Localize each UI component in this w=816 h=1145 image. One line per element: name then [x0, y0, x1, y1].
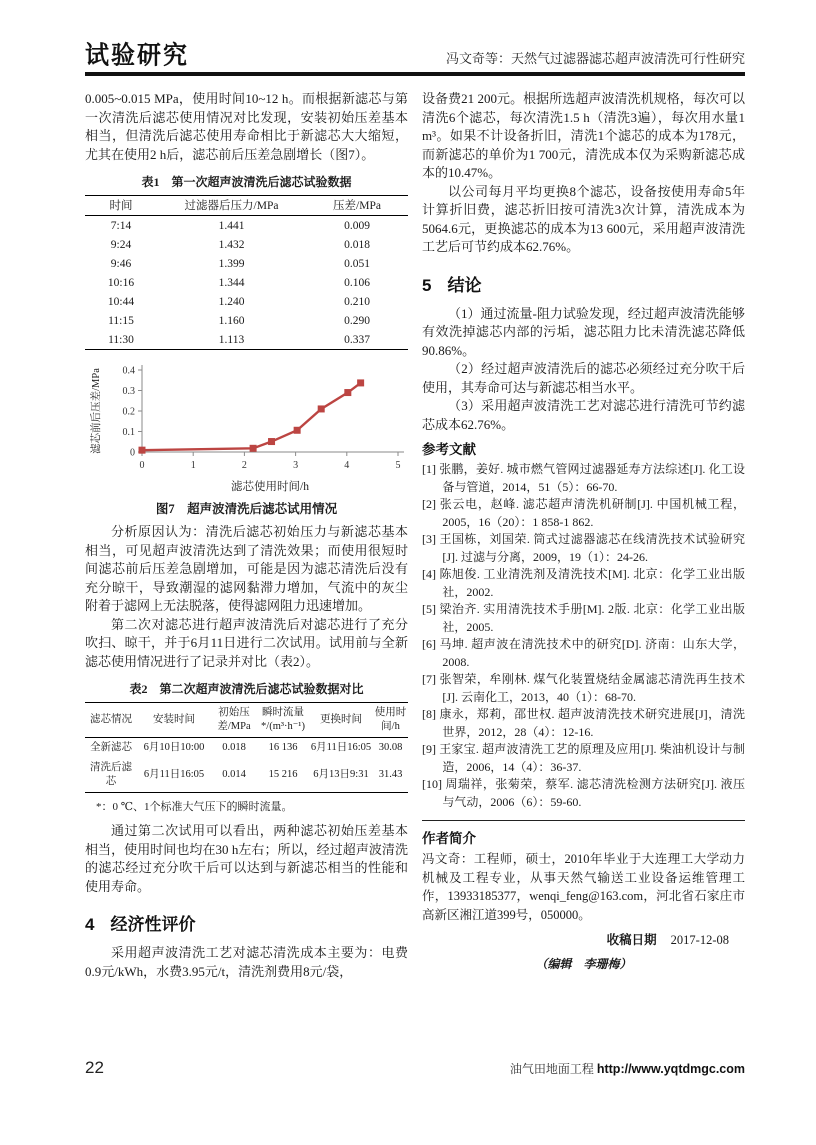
- cell: 9:24: [110, 238, 132, 251]
- cell: 0.210: [344, 295, 370, 308]
- table2-caption: 表2 第二次超声波清洗后滤芯试验数据对比: [129, 682, 364, 696]
- svg-text:1: 1: [190, 460, 196, 471]
- header-rule: [85, 72, 745, 76]
- table2-header-row: [85, 703, 408, 738]
- section-number: 5: [422, 275, 432, 295]
- figure7-caption: 图7 超声波清洗后滤芯试用情况: [155, 502, 338, 516]
- table1-col-diff: 压差/MPa: [333, 199, 381, 212]
- received-date: 2017-12-08: [670, 933, 729, 947]
- reference-item: [9] 王家宝. 超声波清洗工艺的原理及应用[J]. 柴油机设计与制造，2006，14（4）：36-37.: [422, 742, 745, 774]
- svg-text:0.2: 0.2: [122, 406, 135, 418]
- author-bio: 冯文奇：工程师，硕士，2010年毕业于大连理工大学动力机械及工程专业，从事天然气输送工业设备运维管理工作，13933185377，wenqi_feng@163.com，河北省石家庄市高新区湘江道399号，050000。: [422, 852, 745, 922]
- cell: 1.441: [218, 219, 245, 232]
- cell: 31.43: [378, 769, 403, 780]
- conclusion-item-2: （2）经过超声波清洗后的滤芯必须经过充分吹干后使用，其寿命可达与新滤芯相当水平。: [422, 361, 745, 395]
- left-column: [85, 90, 408, 981]
- table-row: [85, 292, 408, 311]
- svg-text:滤芯前后压差/MPa: 滤芯前后压差/MPa: [90, 368, 102, 454]
- page-number: 22: [85, 1058, 104, 1077]
- paragraph-second-trial: 第二次对滤芯进行超声波清洗后对滤芯进行了充分吹扫、晾干，并于6月11日进行二次试用。试用前与全新滤芯使用情况进行了记录并对比（表2）。: [85, 616, 408, 669]
- cell: 11:30: [108, 333, 134, 346]
- table2-col-replace: 更换时间: [320, 714, 362, 725]
- table-row: [85, 758, 408, 793]
- table2-col-usetime: 使用时间/h: [374, 707, 407, 732]
- page-header: [85, 34, 745, 70]
- reference-item: [4] 陈旭俊. 工业清洗剂及清洗技术[M]. 北京：化学工业出版社，2002.: [422, 567, 745, 599]
- svg-text:2: 2: [241, 460, 247, 471]
- table-row: [85, 330, 408, 350]
- journal-footer: [510, 1060, 745, 1077]
- conclusion-item-3: （3）采用超声波清洗工艺对滤芯进行清洗可节约滤芯成本62.76%。: [422, 398, 745, 432]
- cell: 0.051: [344, 257, 370, 270]
- two-column-body: [85, 90, 745, 981]
- table1-col-pressure: 过滤器后压力/MPa: [184, 199, 279, 212]
- cell: 清洗后滤芯: [90, 762, 132, 787]
- cell: 1.113: [218, 333, 245, 346]
- paragraph-analysis: 分析原因认为：清洗后滤芯初始压力与新滤芯基本相当，可见超声波清洗达到了清洗效果；而使用很短时间滤芯前后压差急剧增加，可能是因为滤芯清洗后没有充分晾干，导致潮湿的滤网黏滞力增加，气流中的灰尘附着于滤网上无法脱落，使得滤网阻力迅速增加。: [85, 524, 408, 613]
- table2-col-filter: 滤芯情况: [90, 714, 132, 725]
- cell: 15 216: [268, 769, 298, 780]
- page-footer: [85, 1058, 745, 1078]
- cell: 0.009: [344, 219, 370, 232]
- table2-col-install: 安装时间: [153, 714, 195, 725]
- table1: [85, 195, 408, 350]
- figure7: [85, 360, 408, 497]
- cell: 7:14: [110, 219, 132, 232]
- cell: 11:15: [108, 314, 134, 327]
- svg-text:0.4: 0.4: [122, 365, 135, 377]
- figure7-chart: [86, 360, 408, 492]
- cell: 16 136: [268, 742, 298, 753]
- svg-text:0.1: 0.1: [122, 427, 135, 438]
- table2-footnote: *：0 ℃、1个标准大气压下的瞬时流量。: [96, 801, 293, 813]
- cell: 全新滤芯: [90, 742, 132, 753]
- table-row: [85, 273, 408, 292]
- author-heading: 作者简介: [422, 831, 476, 846]
- cell: 30.08: [378, 742, 403, 753]
- reference-item: [6] 马坤. 超声波在清洗技术中的研究[D]. 济南：山东大学，2008.: [422, 637, 745, 669]
- table-row: [85, 311, 408, 330]
- reference-item: [8] 康永，郑莉，邵世权. 超声波清洗技术研究进展[J]，清洗世界，2012，28（4）：12-16.: [422, 707, 745, 739]
- table1-header-row: [85, 196, 408, 216]
- table2-col-initdiff: 初始压差/MPa: [217, 707, 251, 732]
- cell: 0.014: [222, 769, 246, 780]
- journal-name: 油气田地面工程: [509, 1062, 594, 1076]
- reference-item: [3] 王国栋，刘国荣. 筒式过滤器滤芯在线清洗技术试验研究[J]. 过滤与分离，2009，19（1）：24-26.: [422, 532, 745, 564]
- svg-text:0: 0: [129, 447, 135, 459]
- svg-text:0: 0: [139, 460, 144, 471]
- table-row: [85, 738, 408, 759]
- received-date-line: [422, 930, 745, 948]
- journal-url: http://www.yqtdmgc.com: [596, 1062, 745, 1076]
- reference-item: [2] 张云电，赵峰. 滤芯超声清洗机研制[J]. 中国机械工程，2005，16（20）：1 858-1 862.: [422, 497, 745, 529]
- conclusion-item-1: （1）通过流量-阻力试验发现，经过超声波清洗能够有效洗掉滤芯内部的污垢，滤芯阻力比未清洗滤芯降低90.86%。: [422, 305, 745, 358]
- received-label: 收稿日期: [606, 933, 657, 947]
- section-number: 4: [85, 915, 95, 934]
- reference-item: [10] 周瑞祥，张菊荣，蔡军. 滤芯清洗检测方法研究[J]. 液压与气动，2006（6）：59-60.: [422, 777, 745, 809]
- paragraph-economy: 采用超声波清洗工艺对滤芯清洗成本主要为：电费0.9元/kWh，水费3.95元/t，清洗剂费用8元/袋，: [85, 945, 408, 979]
- table-row: [85, 254, 408, 273]
- section-heading-5: [422, 271, 745, 296]
- reference-item: [7] 张智荣，牟刚林. 煤气化装置烧结金属滤芯清洗再生技术[J]. 云南化工，2013，40（1）：68-70.: [422, 672, 745, 704]
- section-title: 经济性评价: [110, 915, 196, 934]
- cell: 1.344: [218, 276, 245, 289]
- paragraph-economy-cont: 设备费21 200元。根据所选超声波清洗机规格，每次可以清洗6个滤芯，每次清洗1.5 h（清洗3遍），每次用水量1 m³。如果不计设备折旧，清洗1个滤芯的成本为178元，而新滤芯的单价为1 700元，清洗成本仅为采购新滤芯成本的10.47%。: [422, 91, 745, 180]
- svg-text:滤芯使用时间/h: 滤芯使用时间/h: [230, 481, 309, 492]
- right-column: [422, 90, 745, 981]
- references-heading: 参考文献: [422, 442, 476, 457]
- cell: 6月10日10:00: [143, 742, 205, 753]
- table-row: [85, 235, 408, 254]
- paragraph-intro: 0.005~0.015 MPa，使用时间10~12 h。而根据新滤芯与第一次清洗后滤芯使用情况对比发现，安装初始压差基本相当，但清洗后滤芯使用寿命相比于新滤芯大大缩短，尤其在使用2 h后，滤芯前后压差急剧增长（图7）。: [85, 91, 408, 162]
- cell: 6月11日16:05: [310, 742, 372, 753]
- running-title: 冯文奇等：天然气过滤器滤芯超声波清洗可行性研究: [445, 51, 745, 66]
- svg-text:4: 4: [343, 460, 349, 471]
- reference-item: [5] 梁治齐. 实用清洗技术手册[M]. 2版. 北京：化学工业出版社，2005.: [422, 602, 745, 634]
- cell: 6月13日9:31: [313, 769, 369, 780]
- section-title: 结论: [447, 275, 482, 295]
- cell: 1.399: [218, 257, 245, 270]
- svg-text:5: 5: [395, 460, 400, 471]
- svg-text:3: 3: [292, 460, 298, 471]
- paragraph-economy-monthly: 以公司每月平均更换8个滤芯，设备按使用寿命5年计算折旧费，滤芯折旧按可清洗3次计算，清洗成本为5064.6元，更换滤芯的成本为13 600元，采用超声波清洗工艺后可节约成本62.76%。: [422, 183, 745, 254]
- svg-text:0.3: 0.3: [122, 386, 135, 397]
- table1-col-time: 时间: [109, 199, 133, 212]
- paragraph-trial-result: 通过第二次试用可以看出，两种滤芯初始压差基本相当，使用时间也均在30 h左右；所以，经过超声波清洗的滤芯经过充分吹干后可以达到与新滤芯相当的性能和使用寿命。: [85, 823, 408, 894]
- editor-note: （编辑 李珊梅）: [535, 957, 632, 971]
- cell: 9:46: [110, 257, 132, 270]
- cell: 0.018: [222, 742, 246, 753]
- cell: 6月11日16:05: [143, 769, 205, 780]
- cell: 0.018: [344, 238, 370, 251]
- table1-caption: 表1 第一次超声波清洗后滤芯试验数据: [141, 175, 352, 189]
- cell: 10:44: [107, 295, 135, 308]
- cell: 1.240: [218, 295, 245, 308]
- table-row: [85, 216, 408, 236]
- table2: [85, 702, 408, 793]
- author-section-divider: [422, 820, 745, 821]
- reference-item: [1] 张鹏，姜好. 城市燃气管网过滤器延寿方法综述[J]. 化工设备与管道，2014，51（5）：66-70.: [422, 462, 745, 494]
- cell: 0.337: [344, 333, 370, 346]
- table2-col-flow: 瞬时流量*/(m³·h⁻¹): [261, 707, 305, 732]
- cell: 0.106: [344, 276, 370, 289]
- cell: 1.160: [218, 314, 245, 327]
- cell: 0.290: [344, 314, 370, 327]
- cell: 10:16: [107, 276, 135, 289]
- cell: 1.432: [218, 238, 245, 251]
- section-heading-4: [85, 910, 408, 935]
- journal-section-logo: 试验研究: [85, 41, 189, 70]
